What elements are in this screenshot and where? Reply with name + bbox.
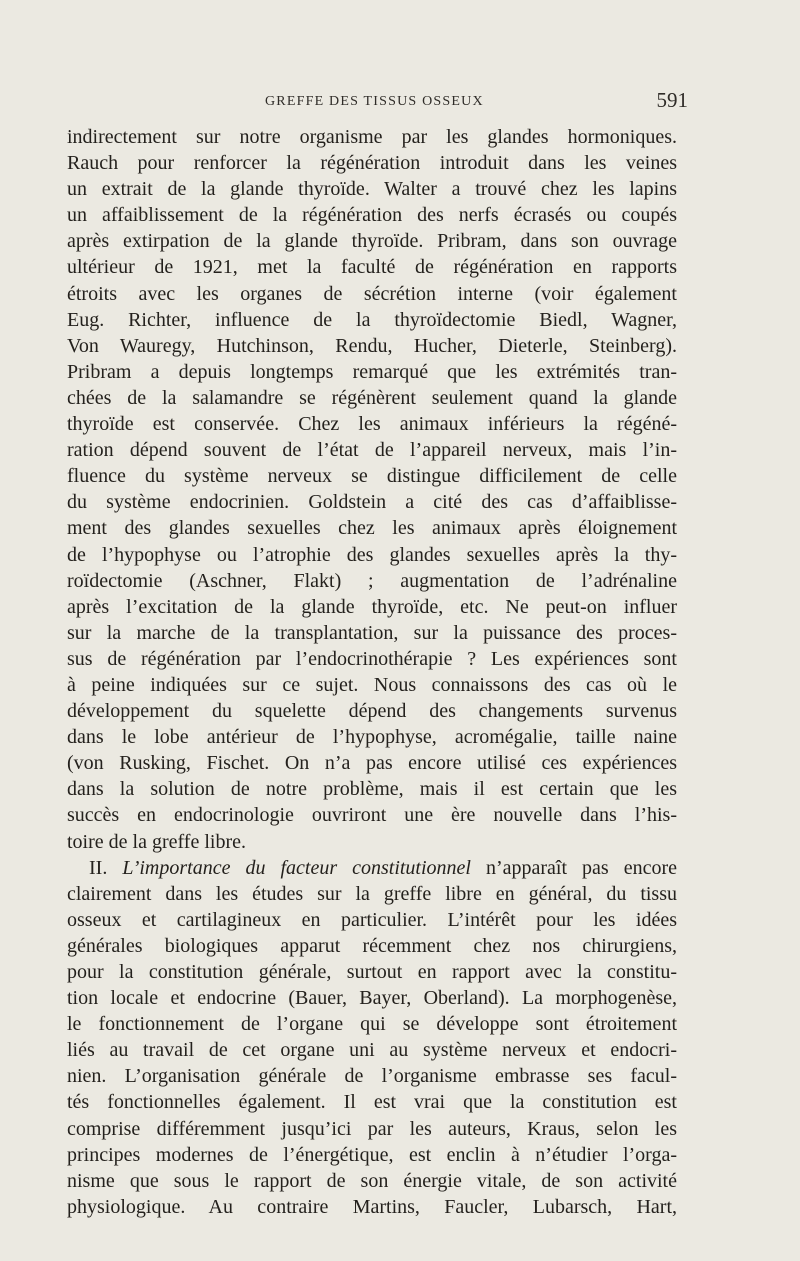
running-head xyxy=(80,88,688,116)
text-line: comprise différemment jusqu’ici par les auteurs, Kraus, selon les xyxy=(67,1117,677,1140)
section-italic-title: L’importance du facteur constitutionnel xyxy=(122,856,471,879)
text-line: dans la solution de notre problème, mais il est certain que les xyxy=(67,778,677,801)
text-line: toire de la greffe libre. xyxy=(67,830,246,853)
text-line: générales biologiques apparut récemment chez nos chirurgiens, xyxy=(67,934,677,957)
text-line: principes modernes de l’énergétique, est enclin à n’étudier l’orga- xyxy=(67,1143,677,1166)
text-line: développement du squelette dépend des changements survenus xyxy=(67,700,677,723)
section-first-line-text: n’apparaît pas encore xyxy=(485,856,677,879)
text-line: indirectement sur notre organisme par les glandes hormoniques. xyxy=(67,126,677,148)
text-line: Rauch pour renforcer la régénération introduit dans les veines xyxy=(67,152,677,175)
text-line: tion locale et endocrine (Bauer, Bayer, Oberland). La morphogenèse, xyxy=(67,987,677,1010)
text-line: ment des glandes sexuelles chez les animaux après éloignement xyxy=(67,517,677,540)
text-line: Von Wauregy, Hutchinson, Rendu, Hucher, Dieterle, Steinberg). xyxy=(67,334,677,357)
text-line: pour la constitution générale, surtout en rapport avec la constitu- xyxy=(67,961,677,983)
text-line: clairement dans les études sur la greffe libre en général, du tissu xyxy=(67,882,677,905)
text-line: Eug. Richter, influence de la thyroïdectomie Biedl, Wagner, xyxy=(67,308,677,331)
text-line: étroits avec les organes de sécrétion interne (voir également xyxy=(67,282,677,305)
text-line: Pribram a depuis longtemps remarqué que les extrémités tran- xyxy=(67,360,677,383)
text-line: succès en endocrinologie ouvriront une ère nouvelle dans l’his- xyxy=(67,804,677,827)
text-line: ration dépend souvent de l’état de l’appareil nerveux, mais l’in- xyxy=(67,439,677,462)
text-line: fluence du système nerveux se distingue difficilement de celle xyxy=(67,465,677,488)
section-number: II. xyxy=(89,856,108,879)
paragraph-constitutional-factor xyxy=(67,881,677,1220)
text-line: de l’hypophyse ou l’atrophie des glandes sexuelles après la thy- xyxy=(67,543,677,566)
paragraph-2-first-line xyxy=(67,855,677,881)
text-line: un affaiblissement de la régénération des nerfs écrasés ou coupés xyxy=(67,204,677,227)
text-line: liés au travail de cet organe uni au système nerveux et endocri- xyxy=(67,1039,677,1062)
running-head-title: GREFFE DES TISSUS OSSEUX xyxy=(265,94,484,109)
text-line: roïdectomie (Aschner, Flakt) ; augmentation de l’adrénaline xyxy=(67,569,677,592)
text-line: sur la marche de la transplantation, sur la puissance des proces- xyxy=(67,621,677,644)
text-line: (von Rusking, Fischet. On n’a pas encore utilisé ces expériences xyxy=(67,752,677,775)
paragraph-factors-hormonal xyxy=(67,124,677,855)
text-line: physiologique. Au contraire Martins, Faucler, Lubarsch, Hart, xyxy=(67,1195,677,1218)
text-line: du système endocrinien. Goldstein a cité des cas d’affaiblisse- xyxy=(67,491,677,514)
page-number: 591 xyxy=(656,88,688,112)
text-line: après extirpation de la glande thyroïde. Pribram, dans son ouvrage xyxy=(67,230,677,253)
text-line: un extrait de la glande thyroïde. Walter a trouvé chez les lapins xyxy=(67,178,677,201)
text-line: dans le lobe antérieur de l’hypophyse, acromégalie, taille naine xyxy=(67,726,677,749)
body-text xyxy=(67,124,677,1220)
text-line: thyroïde est conservée. Chez les animaux inférieurs la régéné- xyxy=(67,413,677,436)
text-line: le fonctionnement de l’organe qui se développe sont étroitement xyxy=(67,1013,677,1036)
text-line: nien. L’organisation générale de l’organisme embrasse ses facul- xyxy=(67,1065,677,1088)
text-line: ultérieur de 1921, met la faculté de régénération en rapports xyxy=(67,256,677,279)
text-line: nisme que sous le rapport de son énergie vitale, de son activité xyxy=(67,1169,677,1192)
text-line: sus de régénération par l’endocrinothérapie ? Les expériences sont xyxy=(67,647,677,670)
text-line: chées de la salamandre se régénèrent seulement quand la glande xyxy=(67,386,677,409)
text-line: osseux et cartilagineux en particulier. L’intérêt pour les idées xyxy=(67,908,677,931)
text-line: à peine indiquées sur ce sujet. Nous connaissons des cas où le xyxy=(67,673,677,696)
text-line: tés fonctionnelles également. Il est vrai que la constitution est xyxy=(67,1091,677,1114)
text-line: après l’excitation de la glande thyroïde, etc. Ne peut-on influer xyxy=(67,595,677,618)
